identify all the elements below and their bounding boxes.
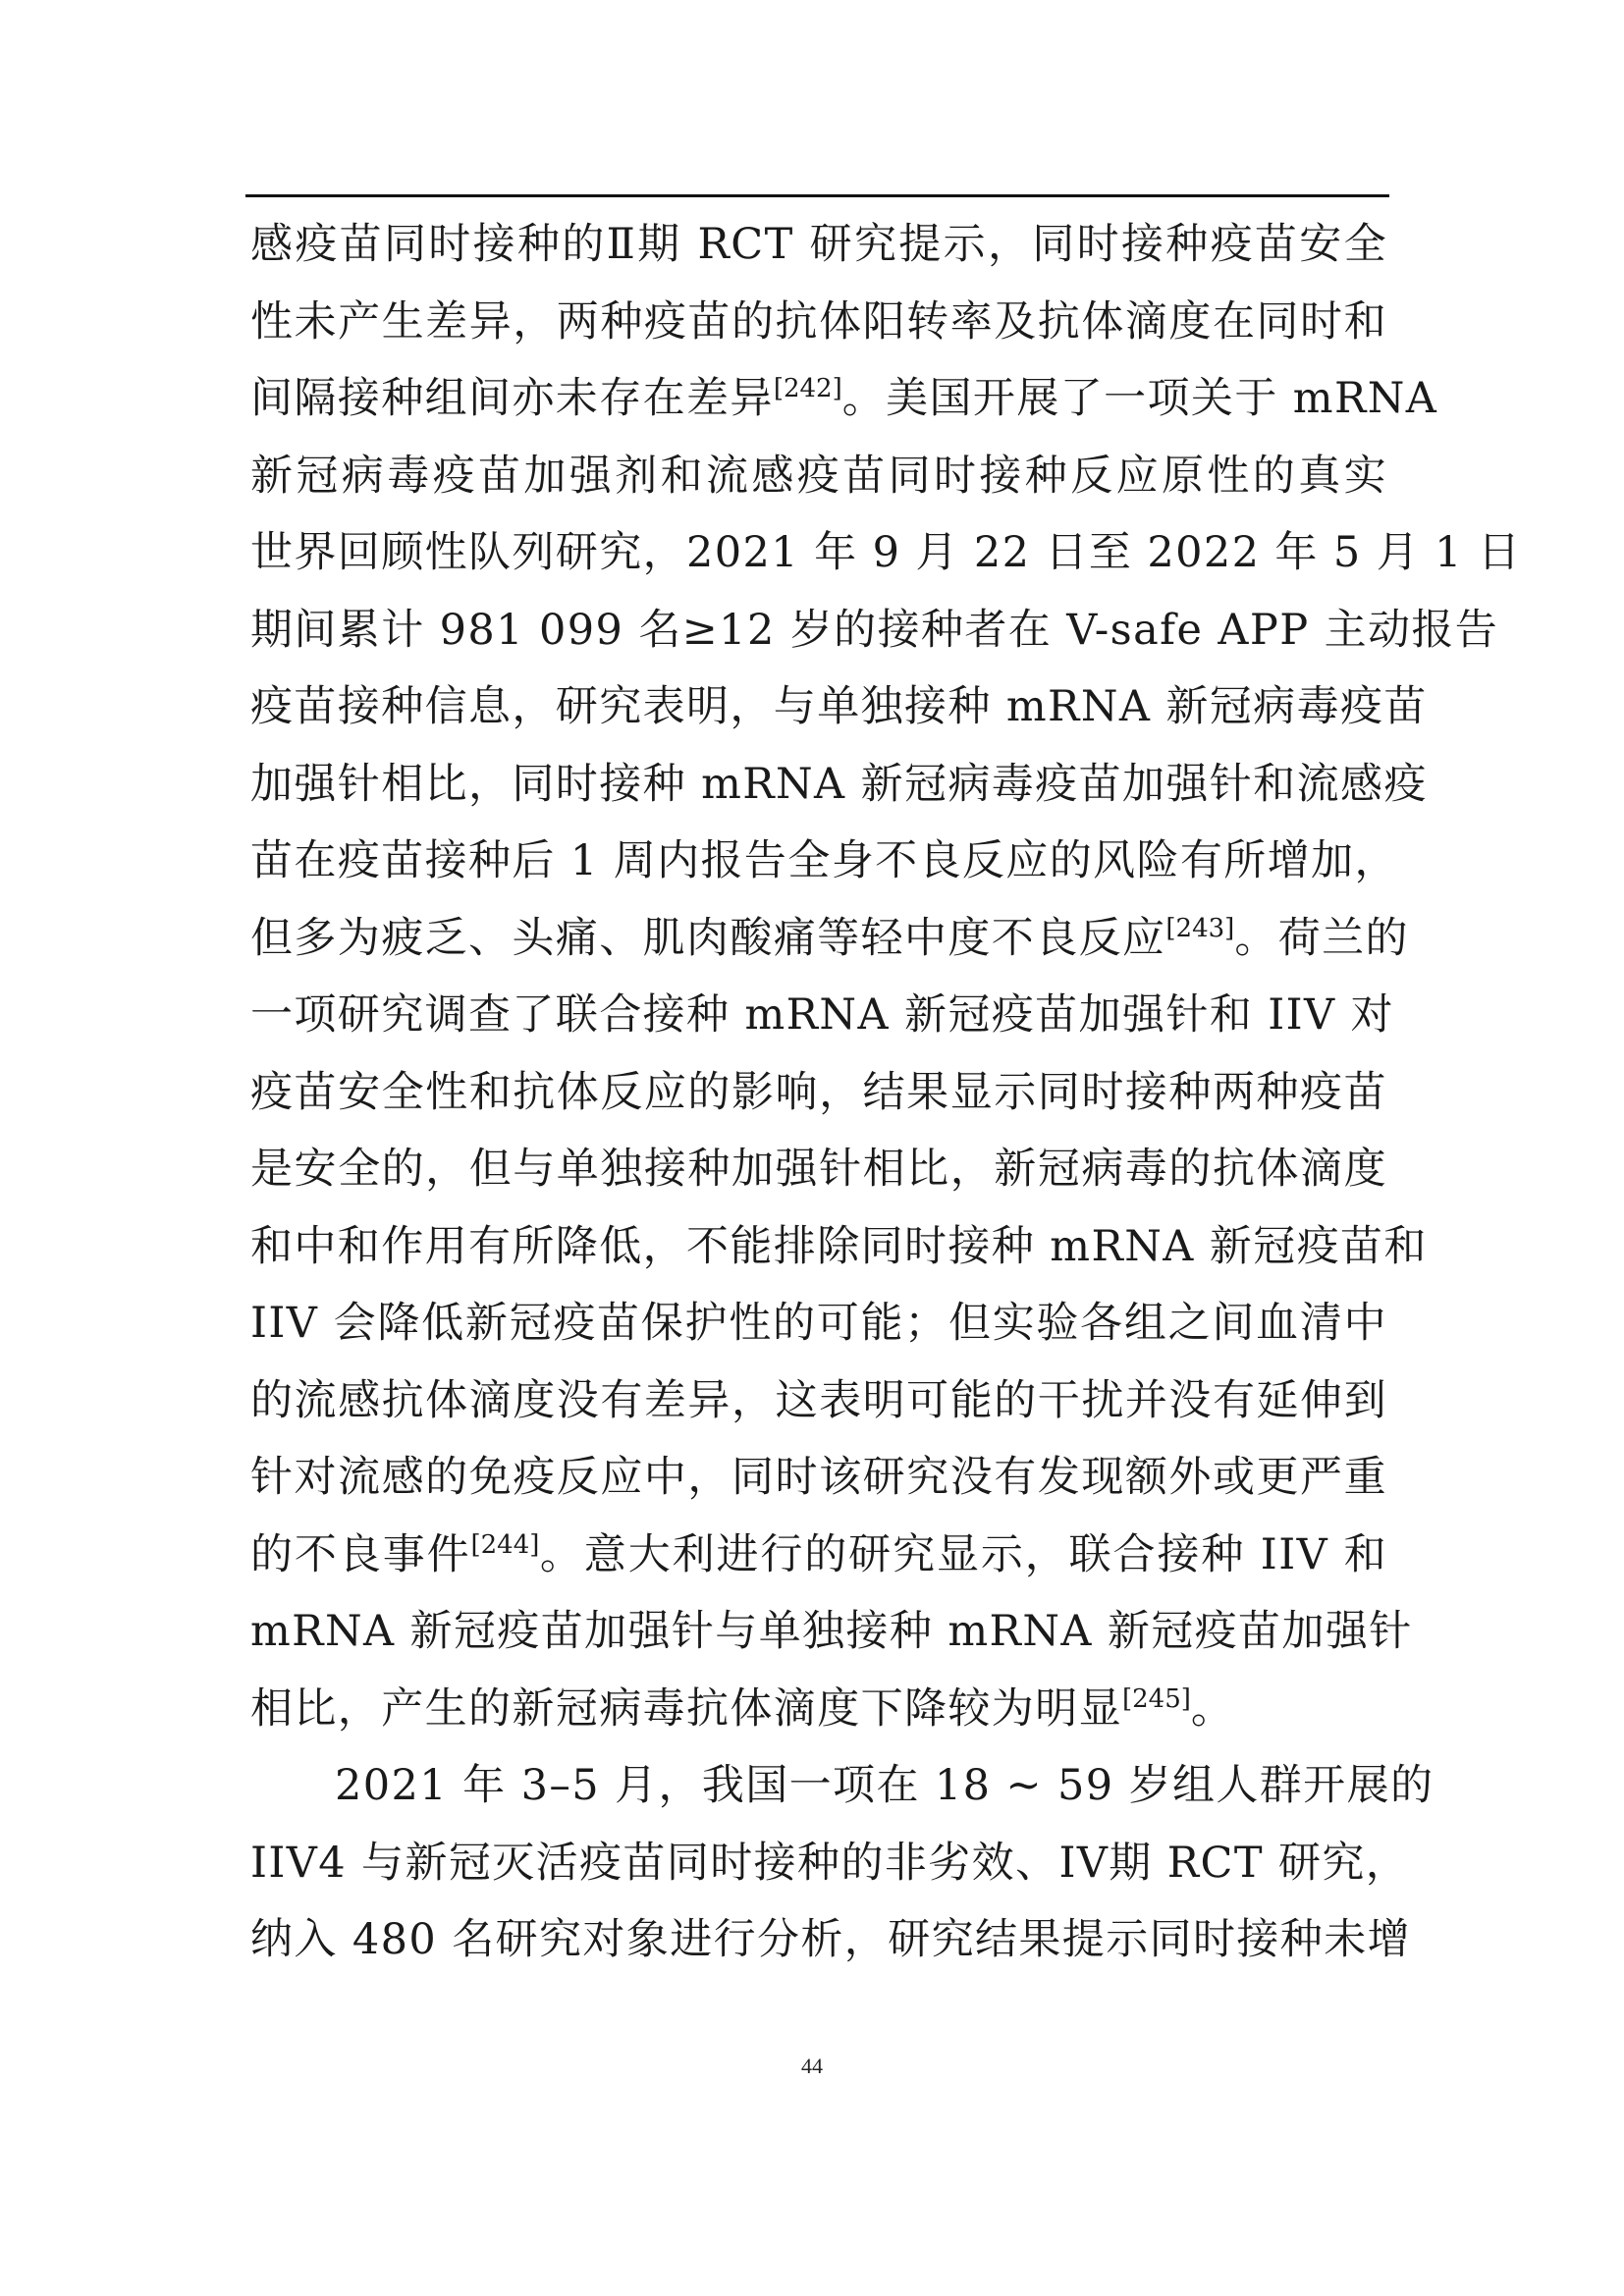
text-line: IIV4 与新冠灭活疫苗同时接种的非劣效、IV期 RCT 研究， xyxy=(250,1838,1410,1888)
text-line: 期间累计 981 099 名≥12 岁的接种者在 V-safe APP 主动报告 xyxy=(250,605,1499,655)
text-line: 针对流感的免疫反应中，同时该研究没有发现额外或更严重 xyxy=(250,1453,1387,1502)
text-line: 感疫苗同时接种的Ⅱ期 RCT 研究提示，同时接种疫苗安全 xyxy=(250,220,1387,269)
paragraph-first-line: 2021 年 3–5 月，我国一项在 18 ~ 59 岁组人群开展的 xyxy=(335,1761,1435,1810)
text-line: 性未产生差异，两种疫苗的抗体阳转率及抗体滴度在同时和 xyxy=(250,296,1387,347)
text-line: 间隔接种组间亦未存在差异[242]。美国开展了一项关于 mRNA xyxy=(250,374,1438,423)
citation-ref: [242] xyxy=(773,374,842,403)
text-line: 世界回顾性队列研究，2021 年 9 月 22 日至 2022 年 5 月 1 日 xyxy=(250,528,1522,577)
body-text xyxy=(250,206,1522,1979)
citation-ref: [245] xyxy=(1122,1683,1191,1714)
text-line: 苗在疫苗接种后 1 周内报告全身不良反应的风险有所增加， xyxy=(250,836,1398,885)
text-line: 加强针相比，同时接种 mRNA 新冠病毒疫苗加强针和流感疫 xyxy=(250,759,1428,809)
text-line: IIV 会降低新冠疫苗保护性的可能；但实验各组之间血清中 xyxy=(250,1299,1387,1348)
text-line: 新冠病毒疫苗加强剂和流感疫苗同时接种反应原性的真实 xyxy=(250,451,1387,501)
text-line: 疫苗接种信息，研究表明，与单独接种 mRNA 新冠病毒疫苗 xyxy=(250,682,1428,731)
text-line: 但多为疲乏、头痛、肌肉酸痛等轻中度不良反应[243]。荷兰的 xyxy=(250,913,1409,963)
header-rule xyxy=(245,194,1389,197)
text-line: 的流感抗体滴度没有差异，这表明可能的干扰并没有延伸到 xyxy=(250,1375,1387,1425)
text-line: 是安全的，但与单独接种加强针相比，新冠病毒的抗体滴度 xyxy=(250,1145,1387,1194)
citation-ref: [243] xyxy=(1165,913,1235,943)
text-line: 的不良事件[244]。意大利进行的研究显示，联合接种 IIV 和 xyxy=(250,1529,1387,1579)
text-line: mRNA 新冠疫苗加强针与单独接种 mRNA 新冠疫苗加强针 xyxy=(250,1607,1413,1656)
text-line: 一项研究调查了联合接种 mRNA 新冠疫苗加强针和 IIV 对 xyxy=(250,990,1394,1040)
text-line: 和中和作用有所降低，不能排除同时接种 mRNA 新冠疫苗和 xyxy=(250,1221,1428,1271)
citation-ref: [244] xyxy=(470,1529,540,1560)
text-line: 相比，产生的新冠病毒抗体滴度下降较为明显[245]。 xyxy=(250,1683,1235,1734)
text-line: 疫苗安全性和抗体反应的影响，结果显示同时接种两种疫苗 xyxy=(250,1067,1387,1117)
text-line: 纳入 480 名研究对象进行分析，研究结果提示同时接种未增 xyxy=(250,1915,1412,1964)
page-number: 44 xyxy=(801,2054,823,2078)
